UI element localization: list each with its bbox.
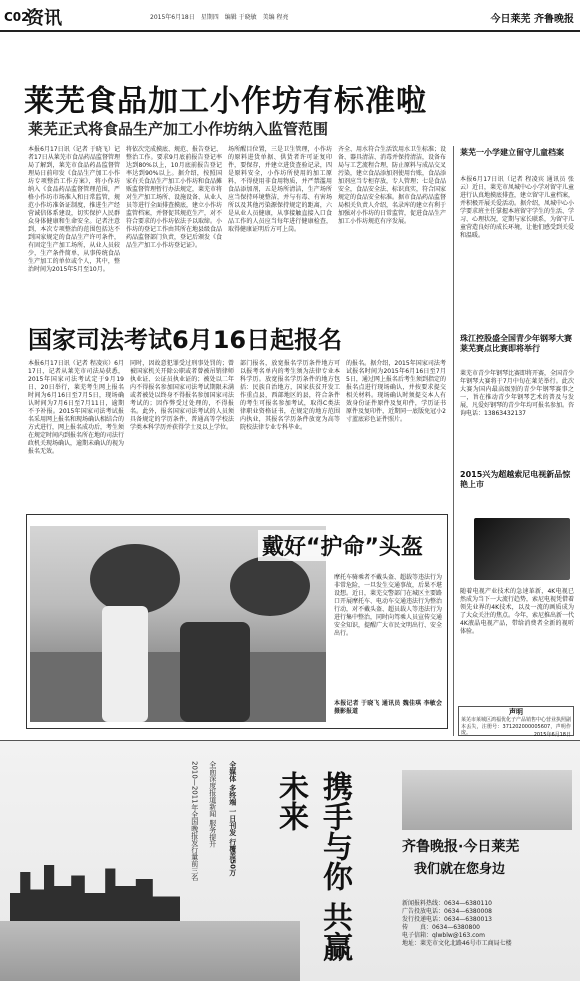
page-number: C02 (4, 10, 30, 24)
lead-headline: 莱芜食品加工小作坊有标准啦 (24, 84, 427, 119)
ad-vertical-text-2: 全面深度报道新闻 服务提升 (208, 761, 217, 848)
side-text-b: 莱芜市青少年钢琴比赛即将开赛，全国青少年钢琴大赛将于7月中旬在莱芜举行。此次大赛为国内最高级别的青少年钢琴赛事之一，旨在推动青少年钢琴艺术的普及与发展，凡爱好钢琴的青少年均可报名参加。咨询电话：13863432137 (460, 370, 575, 417)
side-headline-c: 2015兴为超越索尼电视新品惊艳上市 (460, 470, 571, 490)
ad-vertical-text-3: 2010—2011年全国晚报发行量前三名 (190, 761, 199, 881)
photo-road (30, 652, 326, 722)
newspaper-brand: 今日莱芜 齐鲁晚报 (490, 14, 574, 25)
photo-rider (180, 622, 250, 722)
ad-brand: 齐鲁晚报·今日莱芜 (402, 839, 520, 855)
exam-col-3: 部门报名，放宽报名学历条件地方可以报考名单内的考生须为法律专业本科学历。放宽报名学历条件的地方包括：民族自治地方，国家扶贫开发工作重点县，西部地区的县，符合条件的考生可报名参加考试，取得C类法律职业资格证书，在规定的地方范围内执业，其报名学历条件放宽为高等院校法律专业专科毕业。 (240, 360, 340, 431)
exam-col-2: 同时，因故意犯罪受过刑事处罚的；曾被国家机关开除公职或者曾被吊销律师执业证、公证员执业证的；被处以二年内不得报名参加国家司法考试期限未满或者被处以终身不得报名参加国家司法考试的；因作弊受过处理的，不得报名。此外，报名国家司法考试的人员须具备规定的学历条件，普通高等学校法学类本科学历并获得学士及以上学位。 (130, 360, 234, 431)
lead-col-1: 本报6月17日讯（记者 于晓飞）记者17日从莱芜市食品药品监督管理局了解到，莱芜市食品药品监督管理局日前印发《食品生产加工小作坊专项整治工作方案》，将小作坊纳入《食品药品监督管理范围，严格小作坊市场准入和日常监管，规范小作坊准备证制度，推进生产经营诚信体系建设，切实保护人民群众身体健康和生命安全。记者注意到，本次专项整治的范围包括达不到国家规定的食品生产许可条件，有固定生产加工场所，从业人员较少，生产条件简单，从事传统食品生产加工的单位或个人，其中，整治时间为2015年5月至10月。 (28, 146, 120, 273)
ad-water (0, 921, 300, 981)
exam-headline: 国家司法考试6月16日起报名 (28, 326, 343, 354)
side-headline-b: 珠江控股盛全国青少年钢琴大赛莱芜赛点比赛即将举行 (460, 334, 572, 354)
lead-col-3: 场所醒目位置，三是卫生管理，小作坊的原料进货单据、供货者许可证复印件，要保存，并建立进货查验记录，四是原料安全，小作坊所使用的加工原料，不得使用非食用物质，并严禁滥用食品添加剂，五是场所清洁，生产场所应当保持环境整洁，并与有毒、有害场所以及其他污染源保持规定的距离，六是从业人员健康，从事接触直接入口食品工作的人员应当每年进行健康检查，取得健康证明后方可上岗。 (228, 146, 332, 233)
header-meta: 2015年6月18日 星期四 编辑 于晓敏 美编 程亮 (150, 14, 289, 21)
section-title: 资讯 (26, 8, 62, 29)
ad-calligraphy: 携手与你 共赢未来 (273, 771, 352, 962)
ad-landscape-image (402, 770, 572, 830)
side-text-c: 随着电视产业技术的急速革新，4K电视已然成为当下一大流行趋势，索尼电视凭借着领先业界的4K技术，以及一流的画质成为了大众关注的焦点。今年，索尼推出新一代4K液晶电视产品，带给消费者全新的视听体验。 (460, 588, 575, 635)
photo-trees-right (230, 556, 310, 616)
contact-line: 地址：莱芜市文化北路46号市工商局七楼 (402, 940, 512, 948)
page-header (0, 0, 580, 32)
notice-box (458, 706, 574, 736)
notice-date: 2015年6月18日 (533, 732, 571, 738)
notice-text: 莱芜市莱城区鸿福优化子产品销售中心营业执照副本丢失，注册号：371202000005607，声明作废。 (461, 717, 572, 737)
side-text-a: 本报6月17日讯（记者 程凌宾 通讯员 张云）近日，莱芜市凤城中心小学对留守儿童进行认真地摸底排查，建立留守儿童档案，并积极开展关爱活动。据介绍，凤城中心小学要求班主任掌握本班留守学生的生活、学习、心理状况，定期与家长联系，为留守儿童营造良好的成长环境，让他们感受到关爱和温暖。 (460, 176, 575, 239)
tv-product-image (474, 518, 570, 580)
ad-slogan: 我们就在您身边 (414, 862, 506, 877)
column-divider (453, 146, 454, 736)
ad-contact-list (402, 900, 512, 949)
story-credit: 本报记者 于晓飞 通讯员 魏佳琪 李敏会 摄影报道 (334, 700, 442, 715)
exam-col-4: 的报名。据介绍，2015年国家司法考试报名时间为2015年6月16日至7月5日，通过网上报名后考生须到指定的报名点进行现场确认，并按要求提交相关材料。现场确认时须提交本人有效身份证件原件及复印件，学历证书原件及复印件，近期同一底版免冠小2寸蓝底彩色证件照片。 (346, 360, 446, 423)
side-headline-a: 莱芜一小学建立留守儿童档案 (460, 148, 564, 157)
ad-vertical-text-1: 全媒体 多终端 一日刊发 行覆盖50万 (228, 761, 237, 877)
ad-city-skyline (10, 851, 180, 921)
photo-trees (90, 544, 180, 614)
contact-line: 新闻报料热线：0634—6380110 (402, 900, 492, 907)
contact-line: 广告投放电话：0634—6380008 (402, 908, 492, 916)
contact-line: 电子信箱：qlwblw@163.com (402, 932, 485, 940)
story-headline: 戴好“护命”头盔 (258, 530, 427, 561)
contact-line: 传 真：0634—6380800 (402, 924, 480, 932)
lead-col-2: 将依次完成摸底、规范、报告登记、整治工作。要求9月底前报告登记率达到80%以上，10月底前报告登记率达到90%以上。据介绍，按照国家有关食品生产加工小作坊和食品摊贩监督管理暂行办法规定，莱芜市将对生产加工场所、设施设备、从业人员等进行全面排查摸底，建立小作坊监管档案，并督促其规范生产，对不符合要求的小作坊依法予以取缔。小作坊的登记工作由其所在地县级食品药品监督部门负责，登记后颁发《食品生产加工小作坊登记证》。 (126, 146, 223, 249)
notice-title: 声明 (509, 708, 523, 716)
lead-col-4: 齐全、用水符合生活饮用水卫生标准；设备、器具清洁、消毒并保持清洁，设备布局与工艺流程合理，防止原料与成品交叉污染，建立食品添加剂使用台账，食品添加剂应当专柜存放，专人管理；七是食品安全，食品安全法、标识真实，符合国家规定的食品安全标准。据市食品药品监督局相关负责人介绍，名录库的建立有利于加强对小作坊的日常监管，促进食品生产加工小作坊规范有序发展。 (338, 146, 447, 225)
story-text: 摩托车骑乘者不戴头盔、超载等违法行为非常危险，一旦发生交通事故，后果不堪设想。近日，莱芜交警部门在城区主要路口开展摩托车、电动车交通违法行为整治行动，对不戴头盔、超员载人等违法行为进行集中整治，同时向驾乘人员宣传交通安全知识，提醒广大市民文明出行、安全出行。 (334, 574, 443, 637)
photo-officer (102, 606, 148, 722)
exam-col-1: 本报6月17日讯（记者 程凌宾）6月17日，记者从莱芜市司法局获悉，2015年国家司法考试定于9月19日、20日举行，莱芜考生网上报名时间为6月16日至7月5日，现场确认时间为7月6日至7月11日，逾期不予补报。2015年国家司法考试报名采用网上报名和现场确认相结合的方式进行，网上报名成功后，考生须在规定时间内到报名所在地的司法行政机关现场确认，逾期未确认的视为报名无效。 (28, 360, 125, 455)
contact-line: 发行投递电话：0634—6380013 (402, 916, 492, 924)
lead-subtitle: 莱芜正式将食品生产加工小作坊纳入监管范围 (28, 120, 329, 138)
